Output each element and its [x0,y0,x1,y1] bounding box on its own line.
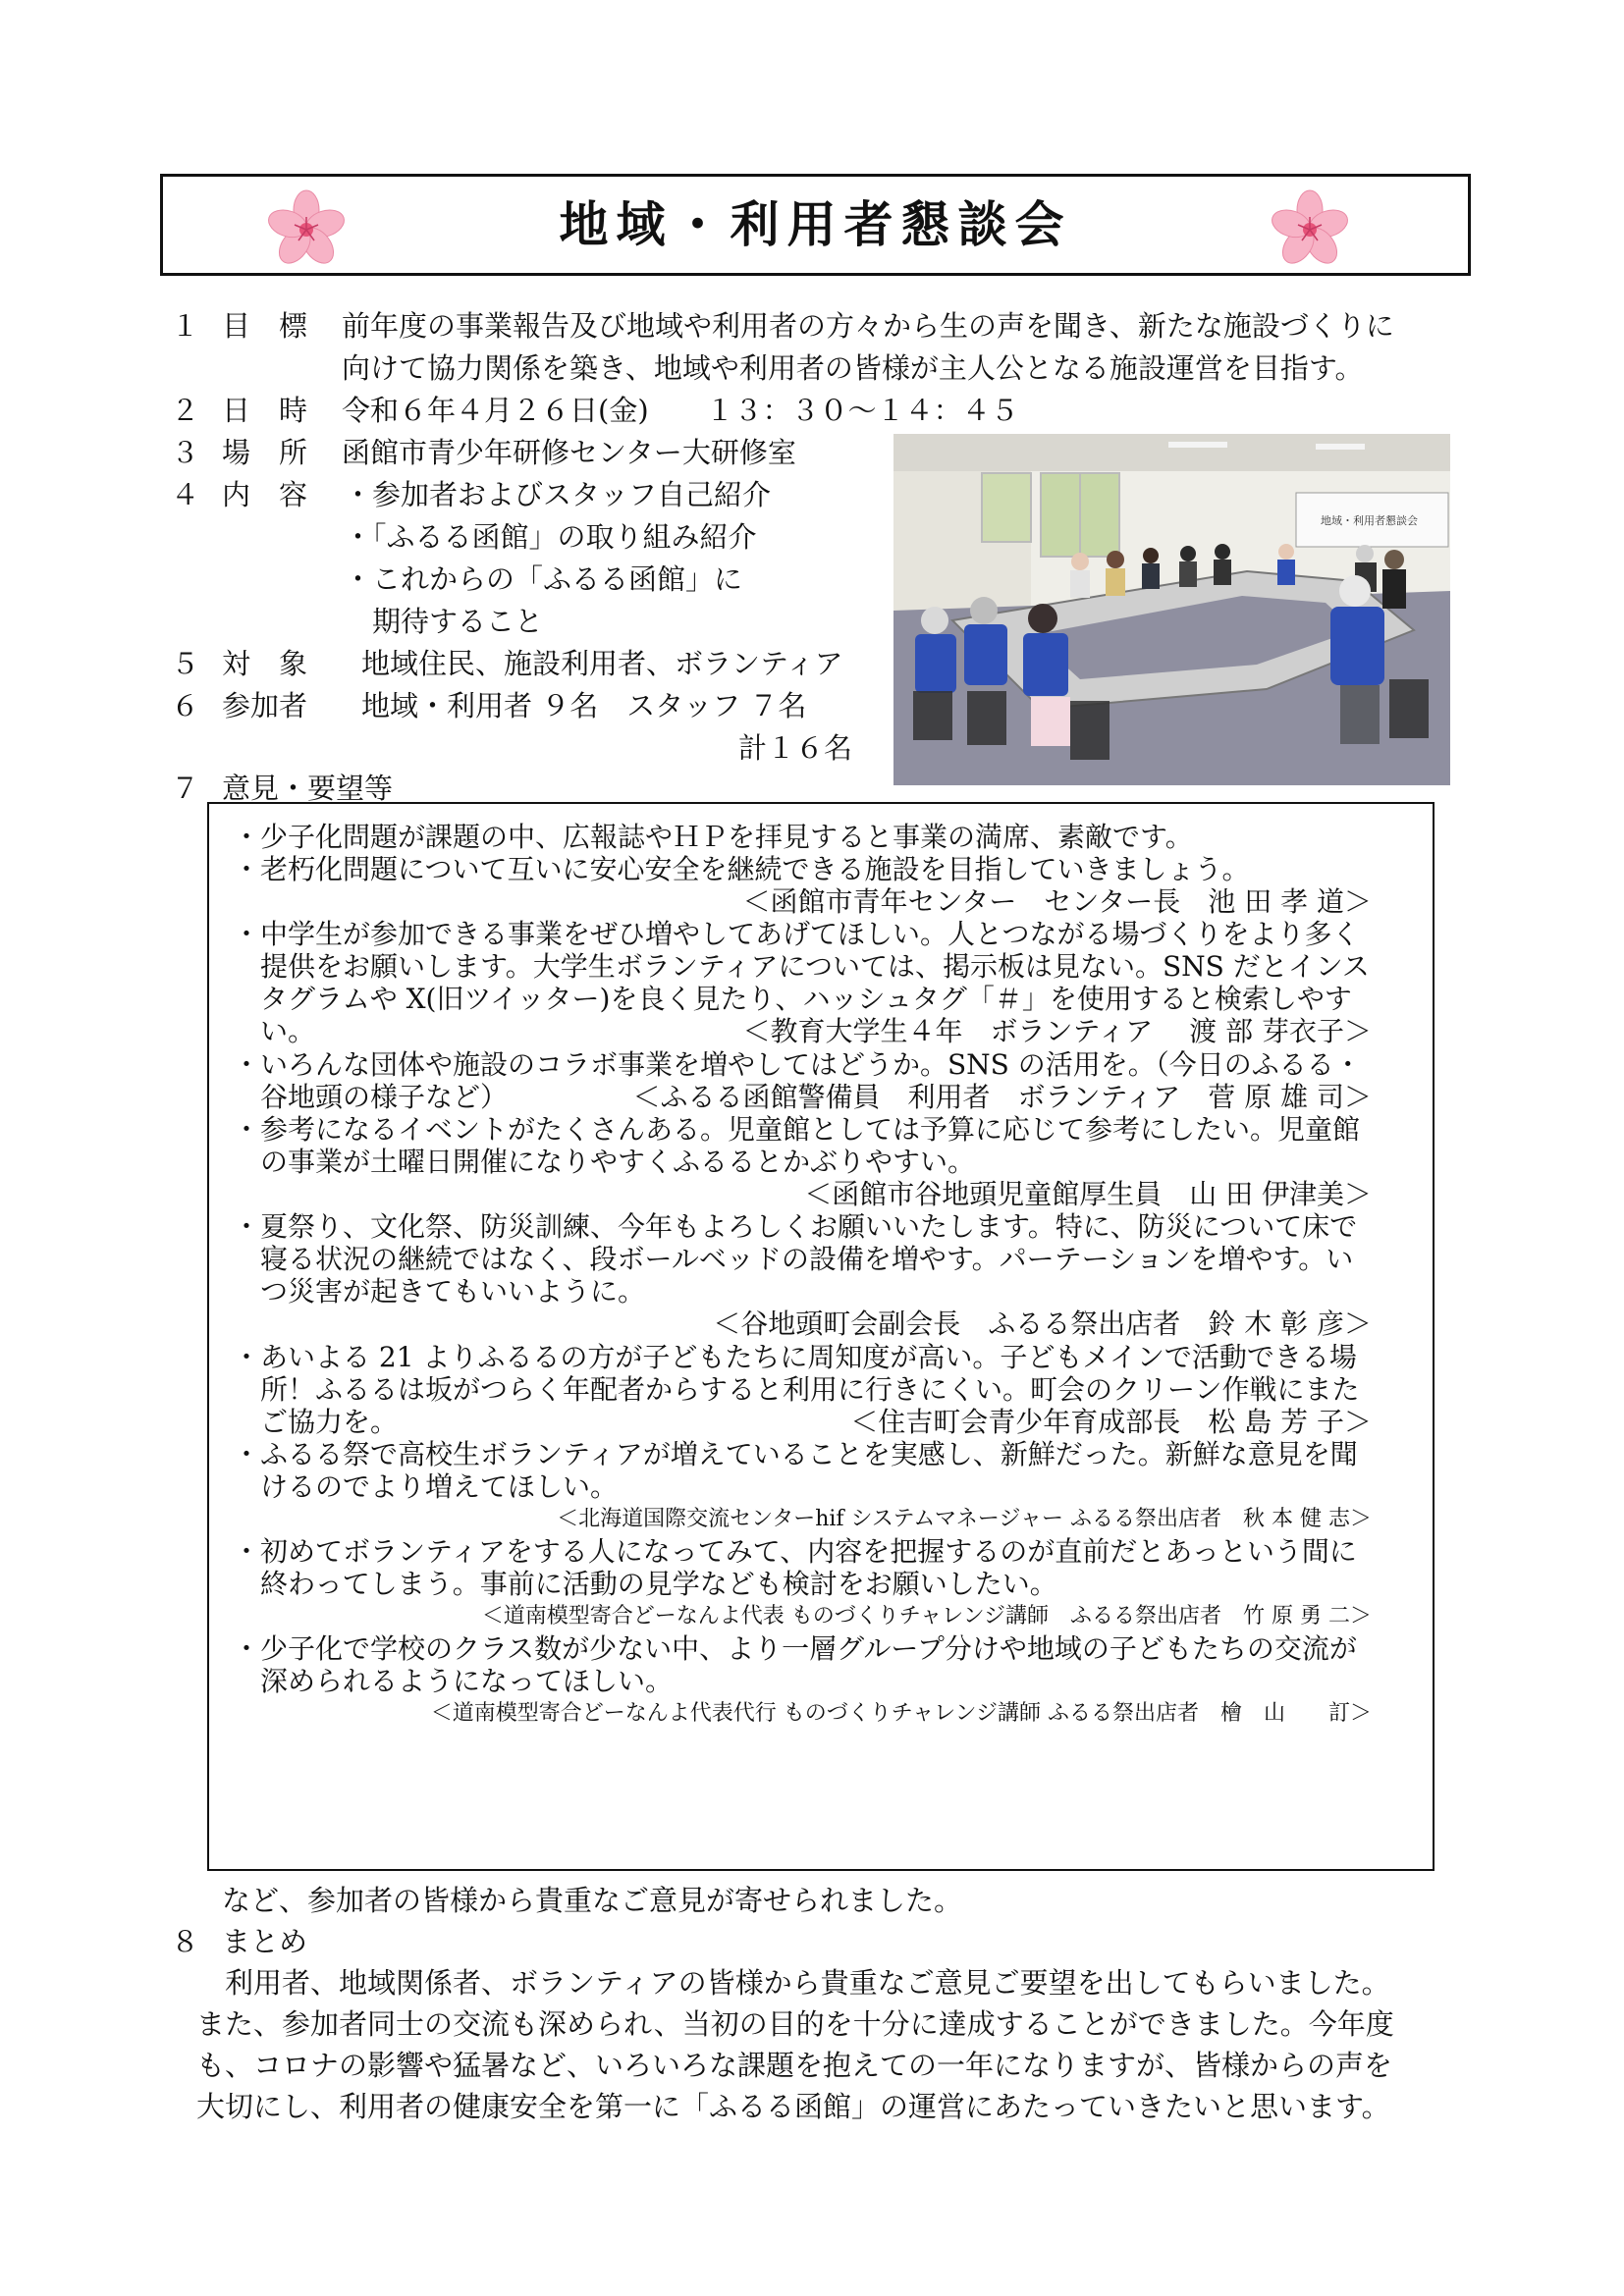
section-6-number: ６ [171,689,200,722]
page-title: 地域・利用者懇談会 [559,196,1072,253]
comment-line: タグラムや X(旧ツイッター)を良く見たり、ハッシュタグ「＃」を使用すると検索しやす [233,983,1352,1015]
summary-line: 大切にし、利用者の健康安全を第一に「ふるる函館」の運営にあたっていきたいと思います。 [196,2090,1390,2123]
comment-line: ご協力を。 [233,1406,399,1438]
comment-line: けるのでより増えてほしい。 [233,1470,619,1503]
comment-attribution: ＜道南模型寄合どーなんよ代表 ものづくりチャレンジ講師 ふるる祭出店者 竹 原 勇 二＞ [481,1604,1372,1629]
closing-line: など、参加者の皆様から貴重なご意見が寄せられました。 [222,1884,963,1917]
comment-attribution: ＜道南模型寄合どーなんよ代表代行 ものづくりチャレンジ講師 ふるる祭出店者 檜 山 訂＞ [430,1701,1372,1726]
comment-line: ・あいよる 21 よりふるるの方が子どもたちに周知度が高い。子どもメインで活動できる場 [233,1341,1357,1373]
comment-line: ・少子化で学校のクラス数が少ない中、より一層グループ分けや地域の子どもたちの交流が [233,1632,1357,1665]
section-5-number: ５ [171,647,200,680]
section-3-text: 函館市青少年研修センター大研修室 [342,436,796,469]
participants-total: 計１６名 [738,731,853,765]
section-3-label: 場 所 [222,436,308,469]
title-box [160,174,1471,276]
section-8-number: ８ [171,1925,200,1958]
comment-line: ・少子化問題が課題の中、広報誌やＨＰを拝見すると事業の満席、素敵です。 [233,821,1193,853]
comment-attribution: ＜北海道国際交流センターhif システムマネージャー ふるる祭出店者 秋 本 健 志＞ [557,1507,1372,1531]
section-2-number: ２ [171,394,200,427]
section-5-text: 地域住民、施設利用者、ボランティア [361,647,843,680]
comment-line: 寝る状況の継続ではなく、段ボールベッドの設備を増やす。パーテーションを増やす。い [233,1243,1354,1275]
section-2-label: 日 時 [222,394,308,427]
summary-line: また、参加者同士の交流も深められ、当初の目的を十分に達成することができました。今年度 [196,2007,1394,2041]
comment-line: ・ふるる祭で高校生ボランティアが増えていることを実感し、新鮮だった。新鮮な意見を聞 [233,1438,1358,1470]
section-1-text: 向けて協力関係を築き、地域や利用者の皆様が主人公となる施設運営を目指す。 [342,351,1364,385]
summary-line: も、コロナの影響や猛暑など、いろいろな課題を抱えての一年になりますが、皆様からの声を [196,2049,1393,2082]
comment-line: ・初めてボランティアをする人になってみて、内容を把握するのが直前だとあっという間に [233,1535,1357,1568]
section-7-label: 意見・要望等 [222,772,394,805]
section-4-item: 期待すること [344,605,544,638]
section-4-item: ・これからの「ふるる函館」に [344,562,743,596]
comment-line: ・中学生が参加できる事業をぜひ増やしてあげてほしい。人とつながる場づくりをより多く [233,918,1360,950]
section-6-label: 参加者 [222,689,308,722]
comment-line: 谷地頭の様子など） [233,1081,509,1113]
section-3-number: ３ [171,436,200,469]
section-1-number: １ [171,309,200,343]
section-4-label: 内 容 [222,478,308,511]
section-4-item: ・参加者およびスタッフ自己紹介 [344,478,772,511]
section-4-item: ・「ふるる函館」の取り組み紹介 [344,520,757,554]
comment-line: 深められるようになってほしい。 [233,1665,674,1697]
comment-attribution: ＜函館市谷地頭児童館厚生員 山 田 伊津美＞ [804,1178,1372,1210]
comment-line: ・夏祭り、文化祭、防災訓練、今年もよろしくお願いいたします。特に、防災について床で [233,1210,1358,1243]
comment-line: 所！ふるるは坂がつらく年配者からすると利用に行きにくい。町会のクリーン作戦にまた [233,1373,1360,1406]
whiteboard-text: 地域・利用者懇談会 [1321,514,1418,527]
comment-line: ・参考になるイベントがたくさんある。児童館としては予算に応じて参考にしたい。児童館 [233,1113,1361,1146]
sakura-flower-icon [1269,188,1351,271]
comment-line: 提供をお願いします。大学生ボランティアについては、掲示板は見ない。SNS だとインス [233,950,1370,983]
summary-line: 利用者、地域関係者、ボランティアの皆様から貴重なご意見ご要望を出してもらいました。 [196,1966,1390,2000]
comment-line: 終わってしまう。事前に活動の見学なども検討をお願いしたい。 [233,1568,1057,1600]
comment-attribution: ＜函館市青年センター センター長 池 田 孝 道＞ [742,885,1372,918]
section-1-label: 目 標 [222,309,308,343]
section-7-number: ７ [171,772,200,805]
meeting-photo [893,434,1450,785]
comment-attribution: ＜教育大学生４年 ボランティア 渡 部 芽衣子＞ [742,1015,1372,1047]
comment-line: の事業が土曜日開催になりやすくふるるとかぶりやすい。 [233,1146,976,1178]
comment-attribution: ＜ふるる函館警備員 利用者 ボランティア 菅 原 雄 司＞ [632,1081,1372,1113]
comments-box [207,802,1435,1871]
comment-line: い。 [233,1015,316,1047]
section-8-label: まとめ [222,1925,308,1958]
section-6-text: 地域・利用者 ９名 スタッフ ７名 [361,689,807,722]
comment-attribution: ＜住吉町会青少年育成部長 松 島 芳 子＞ [850,1406,1372,1438]
section-2-text: 令和６年４月２６日(金) １３：３０～１４：４５ [342,394,1019,427]
section-4-number: ４ [171,478,200,511]
comment-line: ・いろんな団体や施設のコラボ事業を増やしてはどうか。SNS の活用を。（今日のふるる・ [233,1048,1362,1081]
section-5-label: 対 象 [222,647,308,680]
section-1-text: 前年度の事業報告及び地域や利用者の方々から生の声を聞き、新たな施設づくりに [342,309,1394,343]
comment-attribution: ＜谷地頭町会副会長 ふるる祭出店者 鈴 木 彰 彦＞ [713,1308,1372,1340]
comment-line: ・老朽化問題について互いに安心安全を継続できる施設を目指していきましょう。 [233,853,1250,885]
comment-line: つ災害が起きてもいいように。 [233,1275,646,1308]
